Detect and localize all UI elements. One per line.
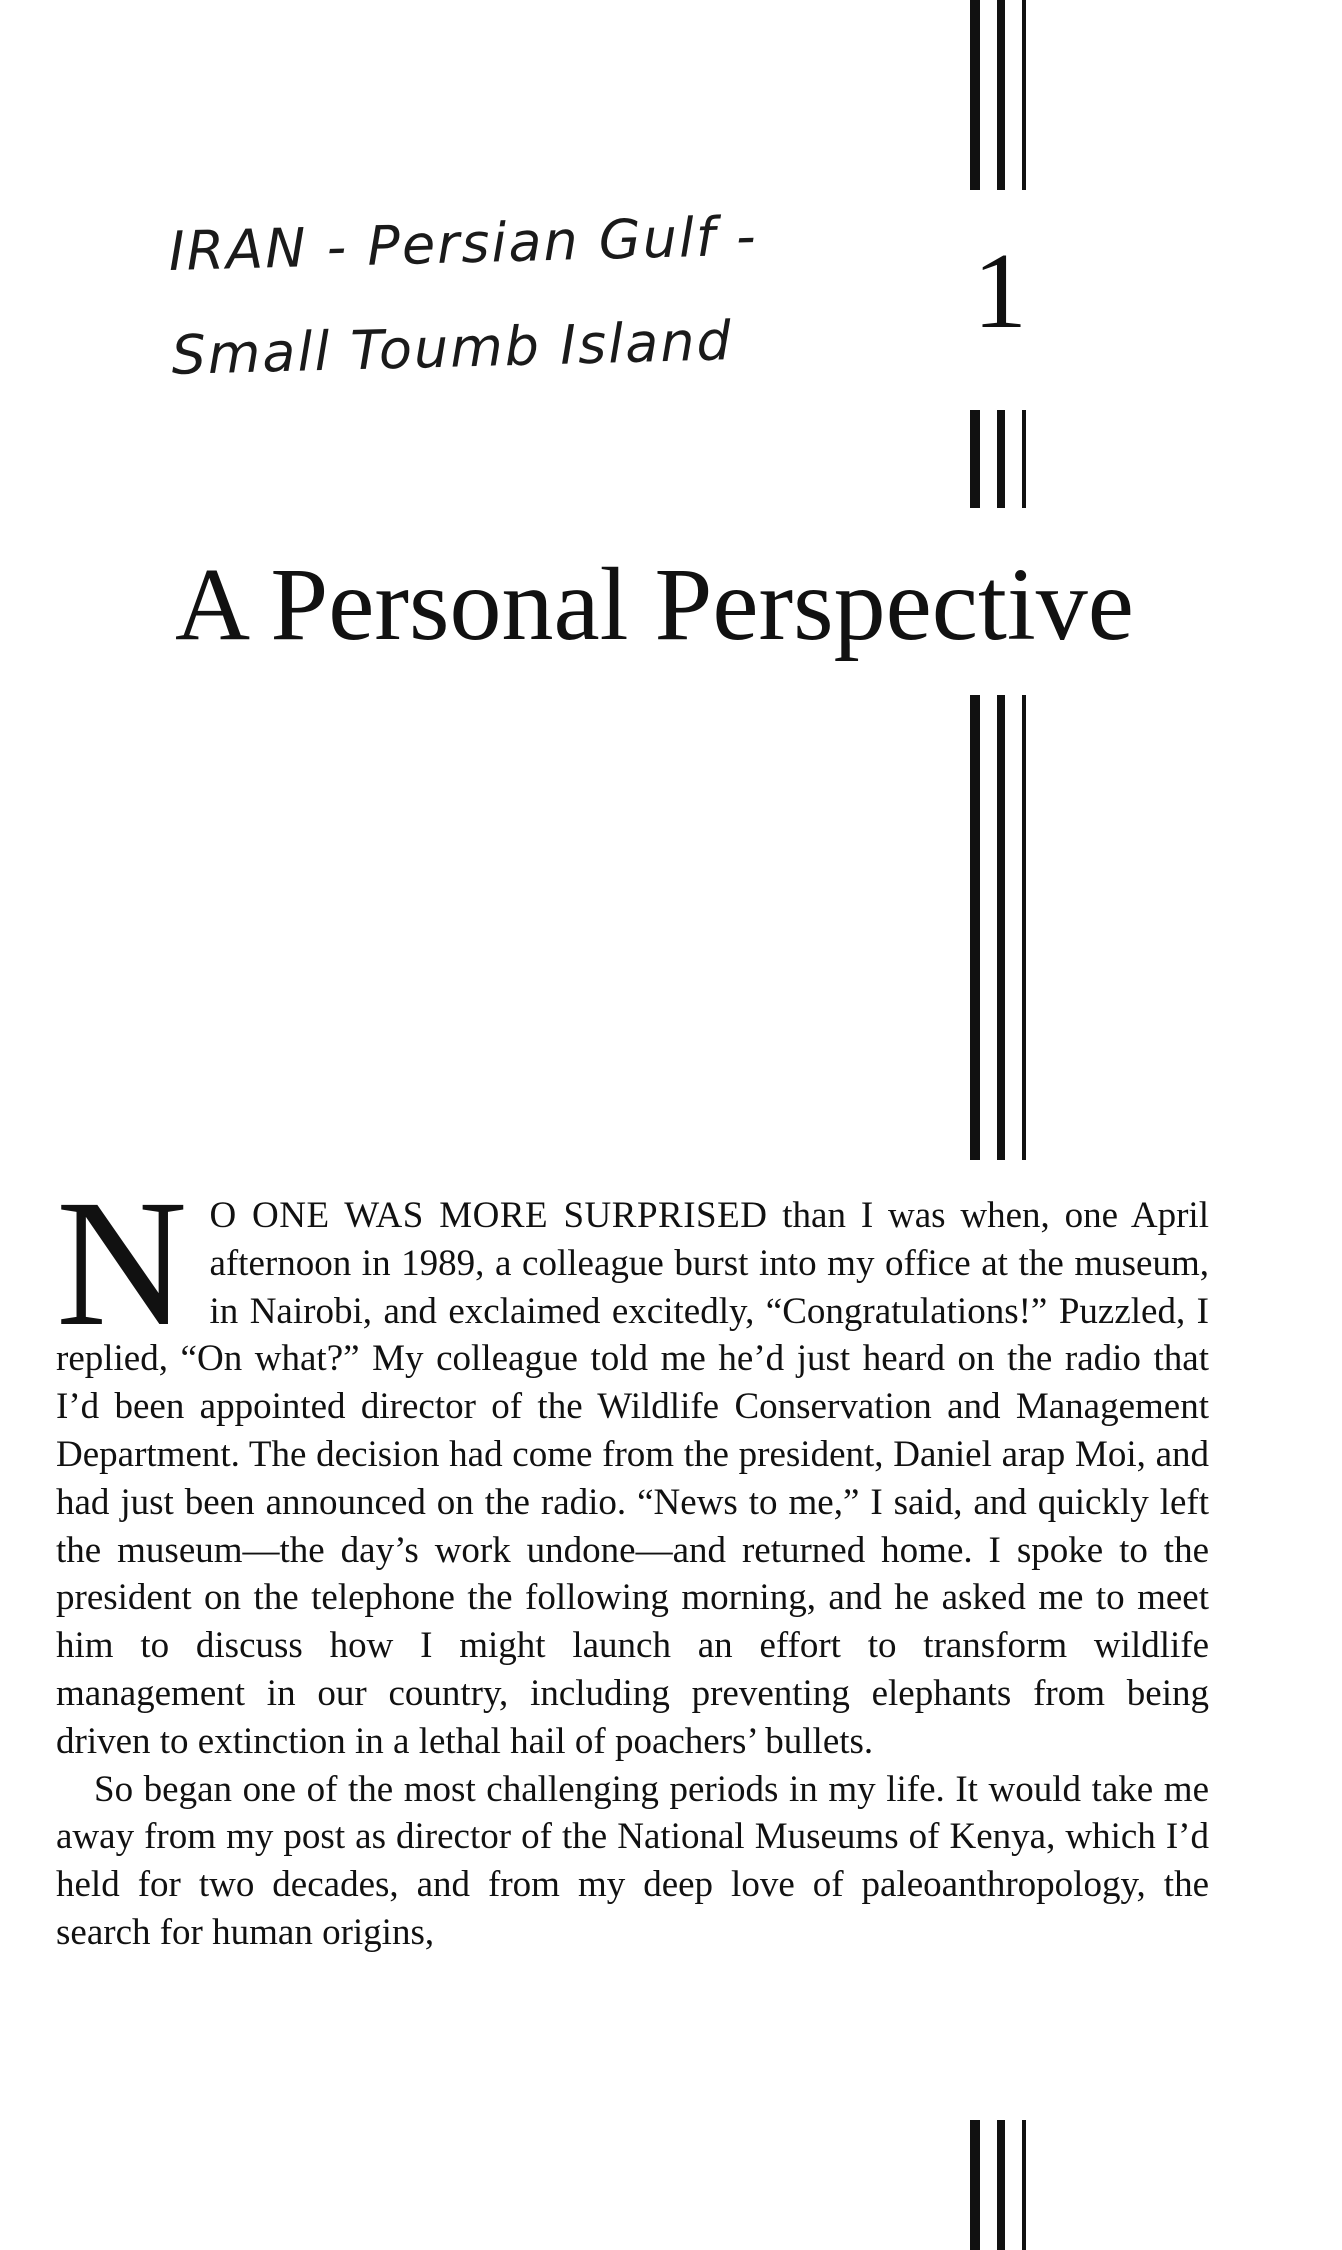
handwritten-line-1: IRAN - Persian Gulf -	[167, 204, 759, 283]
handwritten-line-2: Small Toumb Island	[170, 309, 734, 387]
chapter-number: 1	[973, 232, 1027, 351]
rule-bar	[970, 695, 980, 1160]
rule-bar	[997, 410, 1005, 508]
chapter-title: A Personal Perspective	[175, 547, 1134, 662]
rule-bar	[997, 695, 1005, 1160]
rule-bar	[1022, 410, 1026, 508]
drop-cap: N	[56, 1163, 188, 1364]
lead-in-caps: O ONE WAS MORE SURPRISED	[209, 1195, 768, 1236]
paragraph-1-text: than I was when, one April afternoon in 1989, a colleague burst into my office at the museum, in Nairobi, and exclaimed excitedly, “Congratulations!” Puzzled, I replied, “On what?” My colleague told me he’d just heard on the radio that I’d been appointed director of the Wildlife Conservation and Management Department. The decision had come from the president, Daniel arap Moi, and had just been announced on the radio. “News to me,” I said, and quickly left the museum—the day’s work undone—and returned home. I spoke to the president on the telephone the following morning, and he asked me to meet him to discuss how I might launch an effort to transform wildlife management in our country, including preventing elephants from being driven to extinction in a lethal hail of poachers’ bullets.	[56, 1195, 1209, 1762]
chapter-body-text	[56, 1163, 1209, 1957]
rule-bar	[970, 2120, 980, 2250]
paragraph-1	[56, 1163, 1209, 1766]
vertical-rule-ornament-top	[970, 0, 1034, 190]
rule-bar	[1022, 0, 1026, 190]
vertical-rule-ornament-middle	[970, 410, 1034, 508]
rule-bar	[997, 0, 1005, 190]
handwritten-margin-note	[167, 180, 932, 408]
rule-bar	[1022, 2120, 1026, 2250]
rule-bar	[997, 2120, 1005, 2250]
vertical-rule-ornament-bottom	[970, 2120, 1034, 2250]
rule-bar	[1022, 695, 1026, 1160]
paragraph-2: So began one of the most challenging periods in my life. It would take me away from my post as director of the National Museums of Kenya, which I’d held for two decades, and from my deep love of paleoanthropology, the search for human origins,	[56, 1768, 1209, 1953]
rule-bar	[970, 0, 980, 190]
rule-bar	[970, 410, 980, 508]
vertical-rule-ornament-long	[970, 695, 1034, 1160]
